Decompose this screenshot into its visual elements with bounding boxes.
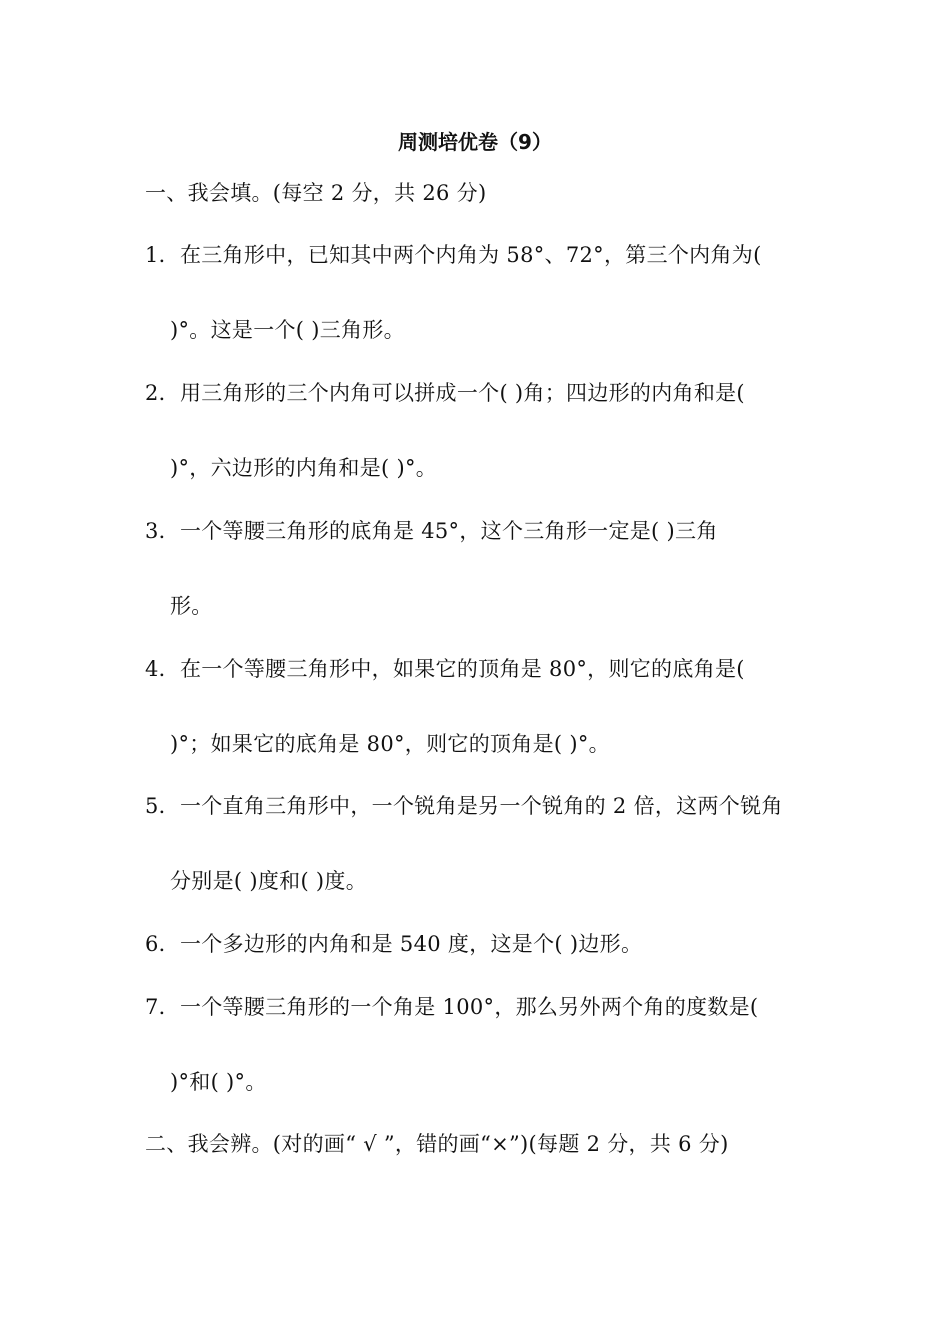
question-2-line-1: 2．用三角形的三个内角可以拼成一个( )角；四边形的内角和是(: [145, 381, 745, 405]
question-3-line-2: 形。: [170, 594, 213, 618]
question-1-line-1: 1．在三角形中，已知其中两个内角为 58°、72°，第三个内角为(: [145, 243, 762, 267]
question-7-line-2: )°和( )°。: [170, 1070, 267, 1094]
page-title: 周测培优卷（9）: [398, 130, 552, 154]
question-6-line-1: 6．一个多边形的内角和是 540 度，这是个( )边形。: [145, 932, 643, 956]
question-5-line-2: 分别是( )度和( )度。: [170, 869, 368, 893]
question-4-line-2: )°；如果它的底角是 80°，则它的顶角是( )°。: [170, 732, 610, 756]
section-2-heading: 二、我会辨。(对的画“ √ ”，错的画“×”)(每题 2 分，共 6 分): [145, 1132, 729, 1156]
question-1-line-2: )°。这是一个( )三角形。: [170, 318, 405, 342]
section-1-heading: 一、我会填。(每空 2 分，共 26 分): [145, 181, 487, 205]
question-7-line-1: 7．一个等腰三角形的一个角是 100°，那么另外两个角的度数是(: [145, 995, 759, 1019]
question-4-line-1: 4．在一个等腰三角形中，如果它的顶角是 80°，则它的底角是(: [145, 657, 745, 681]
question-5-line-1: 5．一个直角三角形中，一个锐角是另一个锐角的 2 倍，这两个锐角: [145, 794, 783, 818]
question-2-line-2: )°，六边形的内角和是( )°。: [170, 456, 438, 480]
question-3-line-1: 3．一个等腰三角形的底角是 45°，这个三角形一定是( )三角: [145, 519, 718, 543]
